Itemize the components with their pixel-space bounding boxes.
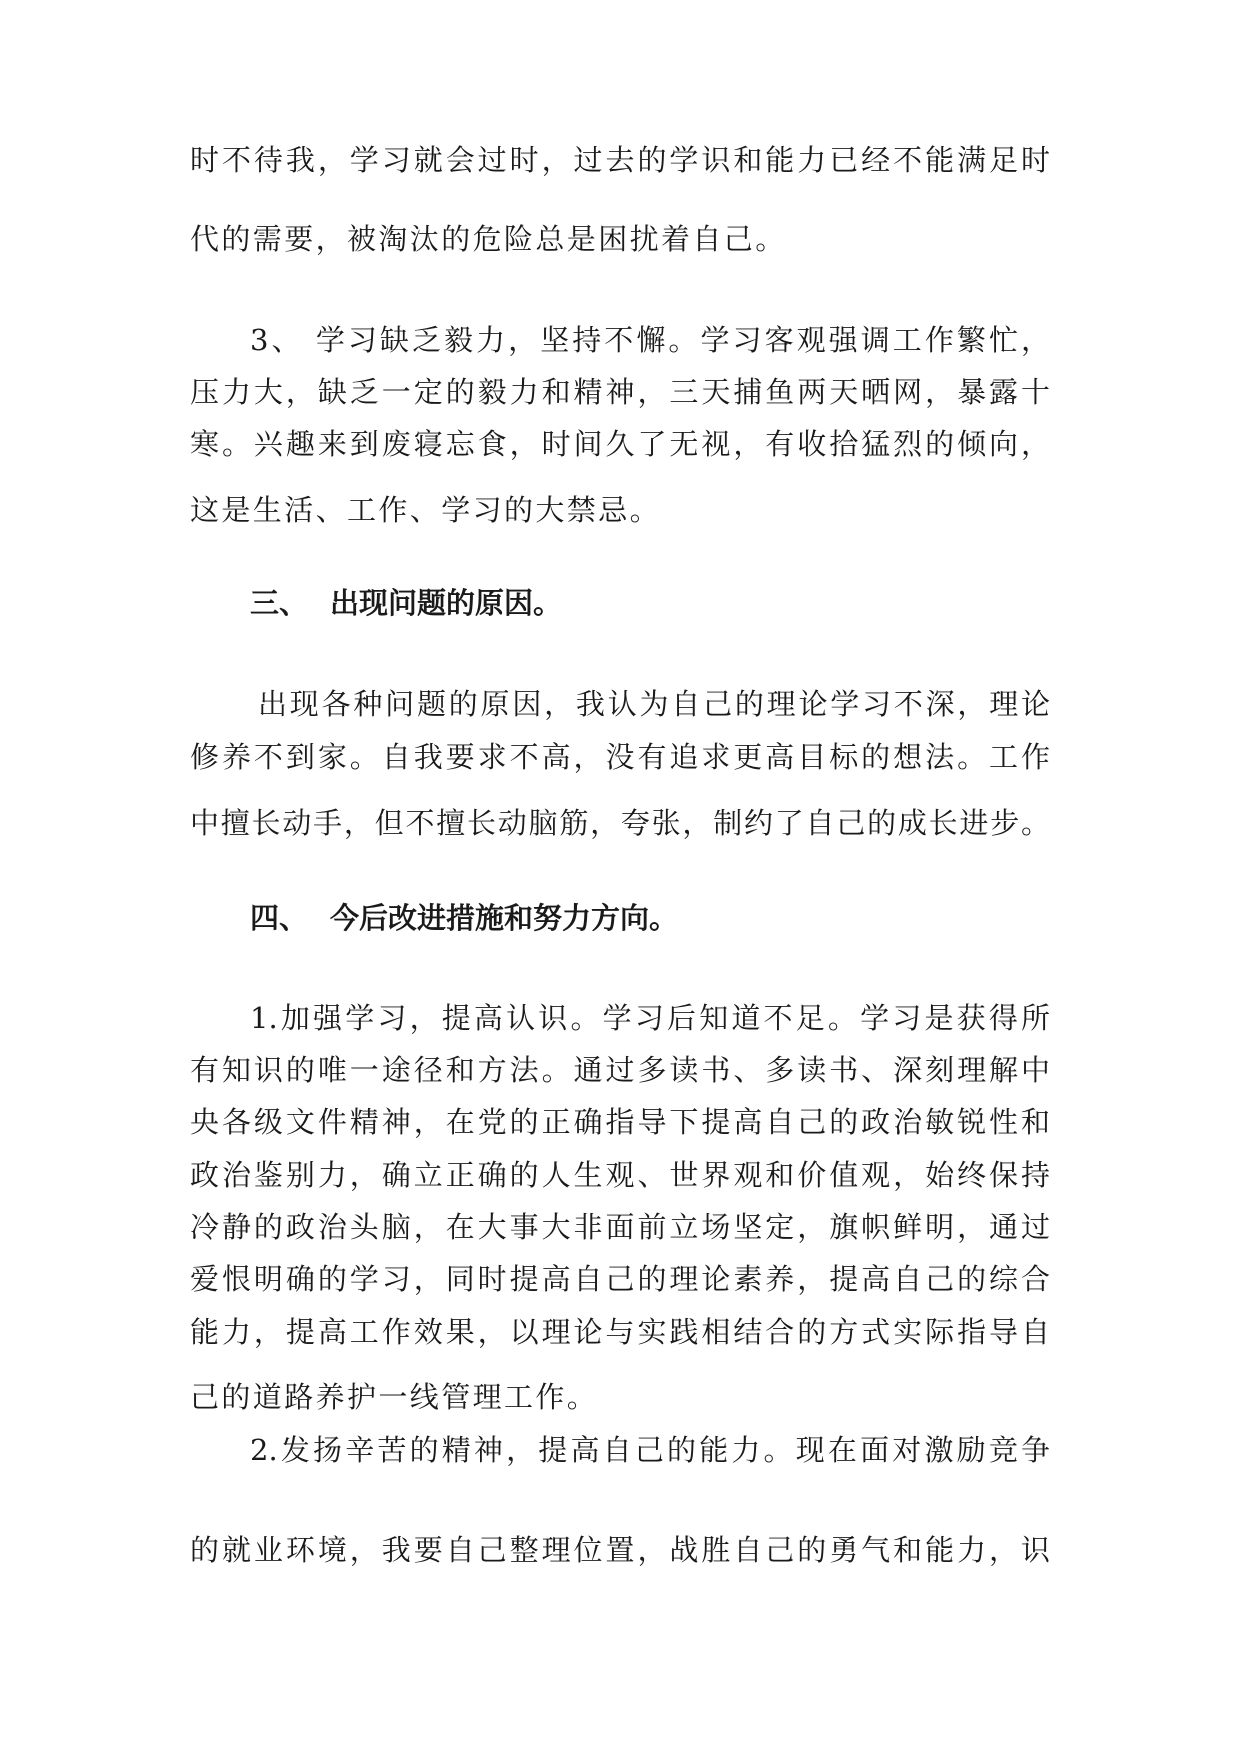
paragraph-1-line-2: 代的需要，被淘汰的危险总是困扰着自己。: [190, 222, 787, 256]
paragraph-4-line-6: 爱恨明确的学习，同时提高自己的理论素养，提高自己的综合: [190, 1262, 1050, 1296]
paragraph-4-line-5: 冷静的政治头脑，在大事大非面前立场坚定，旗帜鲜明，通过: [190, 1210, 1050, 1244]
section-heading-3-number: 三、: [250, 586, 309, 620]
paragraph-4-line-8: 己的道路养护一线管理工作。: [190, 1380, 599, 1414]
paragraph-2-line-3: 寒。兴趣来到废寝忘食，时间久了无视，有收拾猛烈的倾向，: [190, 427, 1050, 461]
paragraph-5-line-1: 2.发扬辛苦的精神，提高自己的能力。现在面对激励竞争: [250, 1433, 1050, 1467]
section-heading-4-text: 今后改进措施和努力方向。: [330, 901, 679, 935]
paragraph-4-line-7: 能力，提高工作效果，以理论与实践相结合的方式实际指导自: [190, 1315, 1050, 1349]
paragraph-4-line-2: 有知识的唯一途径和方法。通过多读书、多读书、深刻理解中: [190, 1053, 1050, 1087]
paragraph-3-line-1: 出现各种问题的原因，我认为自己的理论学习不深，理论: [258, 687, 1050, 721]
paragraph-2-line-4: 这是生活、工作、学习的大禁忌。: [190, 493, 662, 527]
paragraph-4-line-1: 1.加强学习，提高认识。学习后知道不足。学习是获得所: [250, 1001, 1050, 1035]
section-heading-4-number: 四、: [250, 901, 309, 935]
paragraph-5-line-2: 的就业环境，我要自己整理位置，战胜自己的勇气和能力，识: [190, 1533, 1050, 1567]
paragraph-3-line-2: 修养不到家。自我要求不高，没有追求更高目标的想法。工作: [190, 740, 1050, 774]
paragraph-4-line-3: 央各级文件精神，在党的正确指导下提高自己的政治敏锐性和: [190, 1105, 1050, 1139]
section-heading-4: [250, 898, 678, 938]
paragraph-4-line-4: 政治鉴别力，确立正确的人生观、世界观和价值观，始终保持: [190, 1158, 1050, 1192]
paragraph-2-line-2: 压力大，缺乏一定的毅力和精神，三天捕鱼两天晒网，暴露十: [190, 375, 1050, 409]
section-heading-3: [250, 583, 562, 623]
paragraph-2-line-1: 3、 学习缺乏毅力，坚持不懈。学习客观强调工作繁忙，: [250, 323, 1050, 357]
section-heading-3-text: 出现问题的原因。: [330, 586, 563, 620]
paragraph-1-line-1: 时不待我，学习就会过时，过去的学识和能力已经不能满足时: [190, 143, 1050, 177]
paragraph-3-line-3: 中擅长动手，但不擅长动脑筋，夸张，制约了自己的成长进步。: [190, 806, 1050, 840]
